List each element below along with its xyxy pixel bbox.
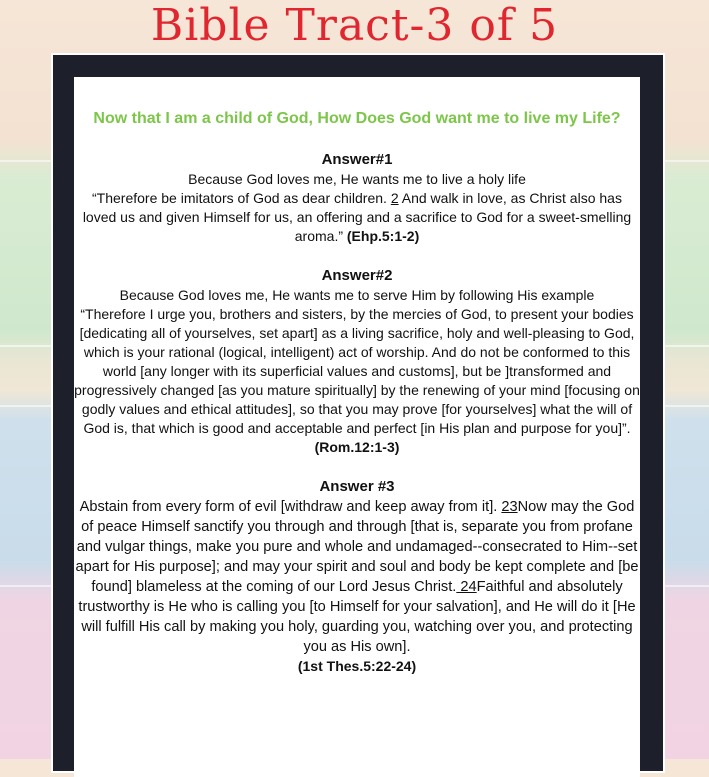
answer-3-text-c: Faithful and absolutely trustworthy is He who is calling you [to Himself for your salvation], and He will do it [He will fulfill His call by making you holy, guarding you, watching over you, and protecting you as His own]. xyxy=(78,579,636,655)
page-title: Bible Tract-3 of 5 xyxy=(150,0,559,51)
answer-2-intro: Because God loves me, He wants me to serve Him by following His example xyxy=(119,287,595,303)
verse-number: 23 xyxy=(501,499,518,515)
answer-3-scripture xyxy=(74,497,640,657)
answer-2-label: Answer#2 xyxy=(321,267,393,284)
tract-heading: Now that I am a child of God, How Does God want me to live my Life? xyxy=(93,110,621,127)
answer-1-text-a: “Therefore be imitators of God as dear children. xyxy=(92,190,391,206)
answer-3-reference: (1st Thes.5:22-24) xyxy=(297,658,417,674)
answer-1-label: Answer#1 xyxy=(321,151,393,168)
answer-1-intro: Because God loves me, He wants me to live a holy life xyxy=(188,171,526,187)
answer-2-reference: (Rom.12:1-3) xyxy=(314,439,400,455)
answer-3-text-b: Now may the God of peace Himself sanctify you through and through [that is, separate you from profane and vulgar things, make you pure and whole and undamaged--consecrated to Him--set apart for His purpose]; and may your spirit and soul and body be kept complete and [be found] blameless at the coming of our Lord Jesus Christ. xyxy=(75,499,639,595)
answer-1 xyxy=(74,150,640,246)
verse-number: 2 xyxy=(390,190,399,206)
tract-content xyxy=(74,107,640,696)
answer-3-text-a: Abstain from every form of evil [withdraw and keep away from it]. xyxy=(79,499,502,515)
answer-2-scripture xyxy=(74,305,640,457)
verse-number: 24 xyxy=(456,579,477,595)
answer-2 xyxy=(74,266,640,457)
answer-2-text: “Therefore I urge you, brothers and sisters, by the mercies of God, to present your bodies [dedicating all of yourselves, set apart] as a living sacrifice, holy and well-pleasing to God, which is your rational (logical, intelligent) act of worship. And do not be conformed to this world [any longer with its superficial values and customs], but be ]transformed and progressively changed [as you mature spiritually] by the renewing of your mind [focusing on godly values and ethical attitudes], so that you may prove [for yourselves] what the will of God is, that which is good and acceptable and perfect [in His plan and purpose for you]”. xyxy=(74,306,640,436)
answer-3 xyxy=(74,477,640,676)
answer-1-text-b: And walk in love, as Christ also has loved us and given Himself for us, an offering and a sacrifice to God for a sweet-smelling aroma.” xyxy=(82,190,632,244)
answer-1-scripture xyxy=(74,189,640,246)
answer-1-reference: (Ehp.5:1-2) xyxy=(346,228,420,244)
answer-3-label: Answer #3 xyxy=(319,478,395,495)
